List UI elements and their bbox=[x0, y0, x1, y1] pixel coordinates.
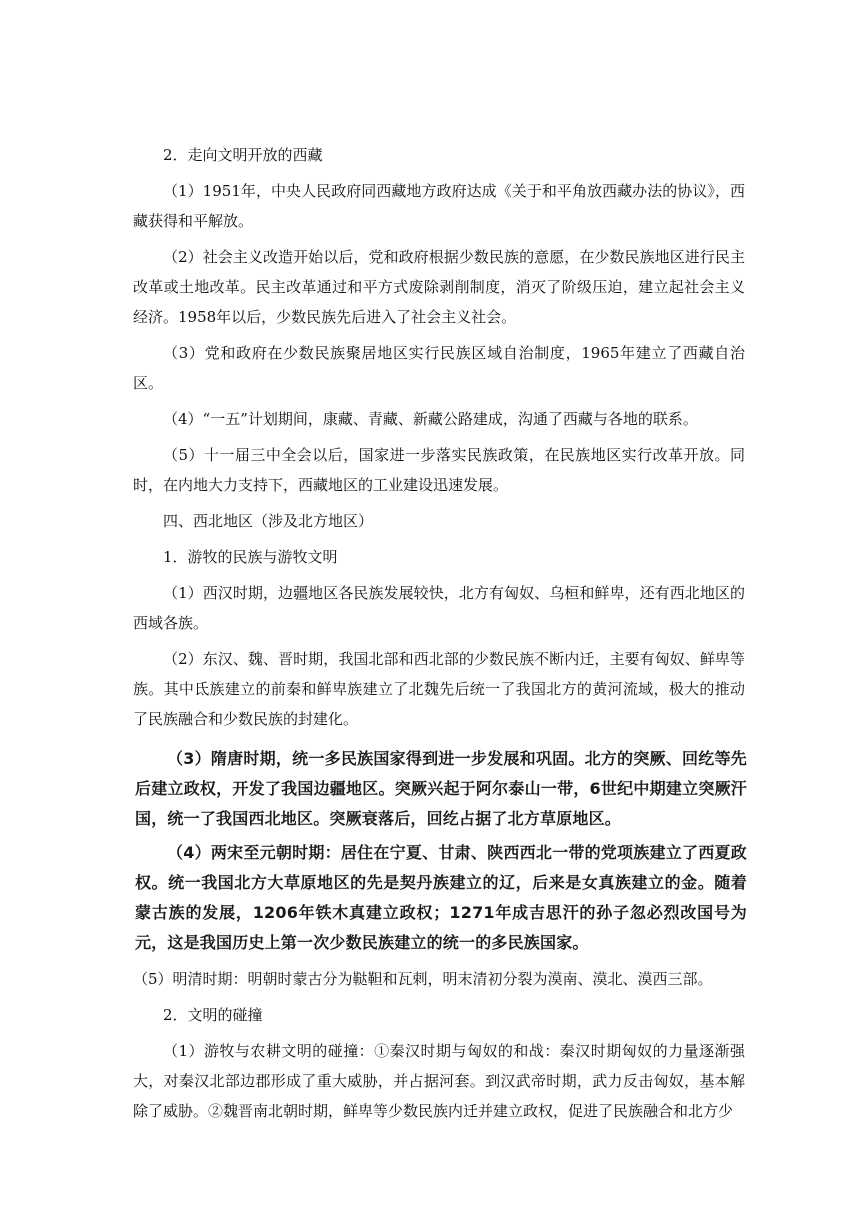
scanned-paragraph: （3）隋唐时期，统一多民族国家得到进一步发展和巩固。北方的突厥、回纥等先后建立政权，开发了我国边疆地区。突厥兴起于阿尔泰山一带，6世纪中期建立突厥汗国，统一了我国西北地区。突厥衰落后，回纥占据了北方草原地区。 bbox=[135, 749, 747, 828]
paragraph: （4）“一五”计划期间，康藏、青藏、新藏公路建成，沟通了西藏与各地的联系。 bbox=[163, 410, 698, 428]
paragraph: （1）1951年，中央人民政府同西藏地方政府达成《关于和平角放西藏办法的协议》，西藏获得和平解放。 bbox=[133, 182, 745, 230]
paragraph: （3）党和政府在少数民族聚居地区实行民族区域自治制度，1965年建立了西藏自治区。 bbox=[133, 344, 745, 392]
scanned-text-block bbox=[135, 744, 747, 958]
document-body bbox=[133, 140, 745, 1126]
subheading-nomadic: 1．游牧的民族与游牧文明 bbox=[163, 548, 338, 566]
paragraph: （5）十一届三中全会以后，国家进一步落实民族政策，在民族地区实行改革开放。同时，在内地大力支持下，西藏地区的工业建设迅速发展。 bbox=[133, 446, 745, 494]
paragraph: （1）西汉时期，边疆地区各民族发展较快，北方有匈奴、乌桓和鲜卑，还有西北地区的西域各族。 bbox=[133, 584, 745, 632]
paragraph: （2）社会主义改造开始以后，党和政府根据少数民族的意愿，在少数民族地区进行民主改革或土地改革。民主改革通过和平方式废除剥削制度，消灭了阶级压迫，建立起社会主义经济。1958年以后，少数民族先后进入了社会主义社会。 bbox=[133, 248, 745, 326]
paragraph: （1）游牧与农耕文明的碰撞：①秦汉时期与匈奴的和战：秦汉时期匈奴的力量逐渐强大，对秦汉北部边郡形成了重大威胁，并占据河套。到汉武帝时期，武力反击匈奴，基本解除了威胁。②魏晋南北朝时期，鲜卑等少数民族内迁并建立政权，促进了民族融合和北方少 bbox=[133, 1042, 745, 1120]
scanned-paragraph: （4）两宋至元朝时期：居住在宁夏、甘肃、陕西西北一带的党项族建立了西夏政权。统一我国北方大草原地区的先是契丹族建立的辽，后来是女真族建立的金。随着蒙古族的发展，1206年铁木真建立政权；1271年成吉思汗的孙子忽必烈改国号为元，这是我国历史上第一次少数民族建立的统一的多民族国家。 bbox=[135, 843, 747, 952]
paragraph: （5）明清时期：明朝时蒙古分为鞑靼和瓦剌，明末清初分裂为漠南、漠北、漠西三部。 bbox=[133, 970, 713, 988]
subheading-tibet: 2．走向文明开放的西藏 bbox=[163, 146, 323, 164]
paragraph: （2）东汉、魏、晋时期，我国北部和西北部的少数民族不断内迁，主要有匈奴、鲜卑等族。其中氐族建立的前秦和鲜卑族建立了北魏先后统一了我国北方的黄河流域，极大的推动了民族融合和少数民族的封建化。 bbox=[133, 650, 745, 728]
subheading-collision: 2．文明的碰撞 bbox=[163, 1006, 263, 1024]
section-heading-northwest: 四、西北地区（涉及北方地区） bbox=[163, 512, 374, 530]
